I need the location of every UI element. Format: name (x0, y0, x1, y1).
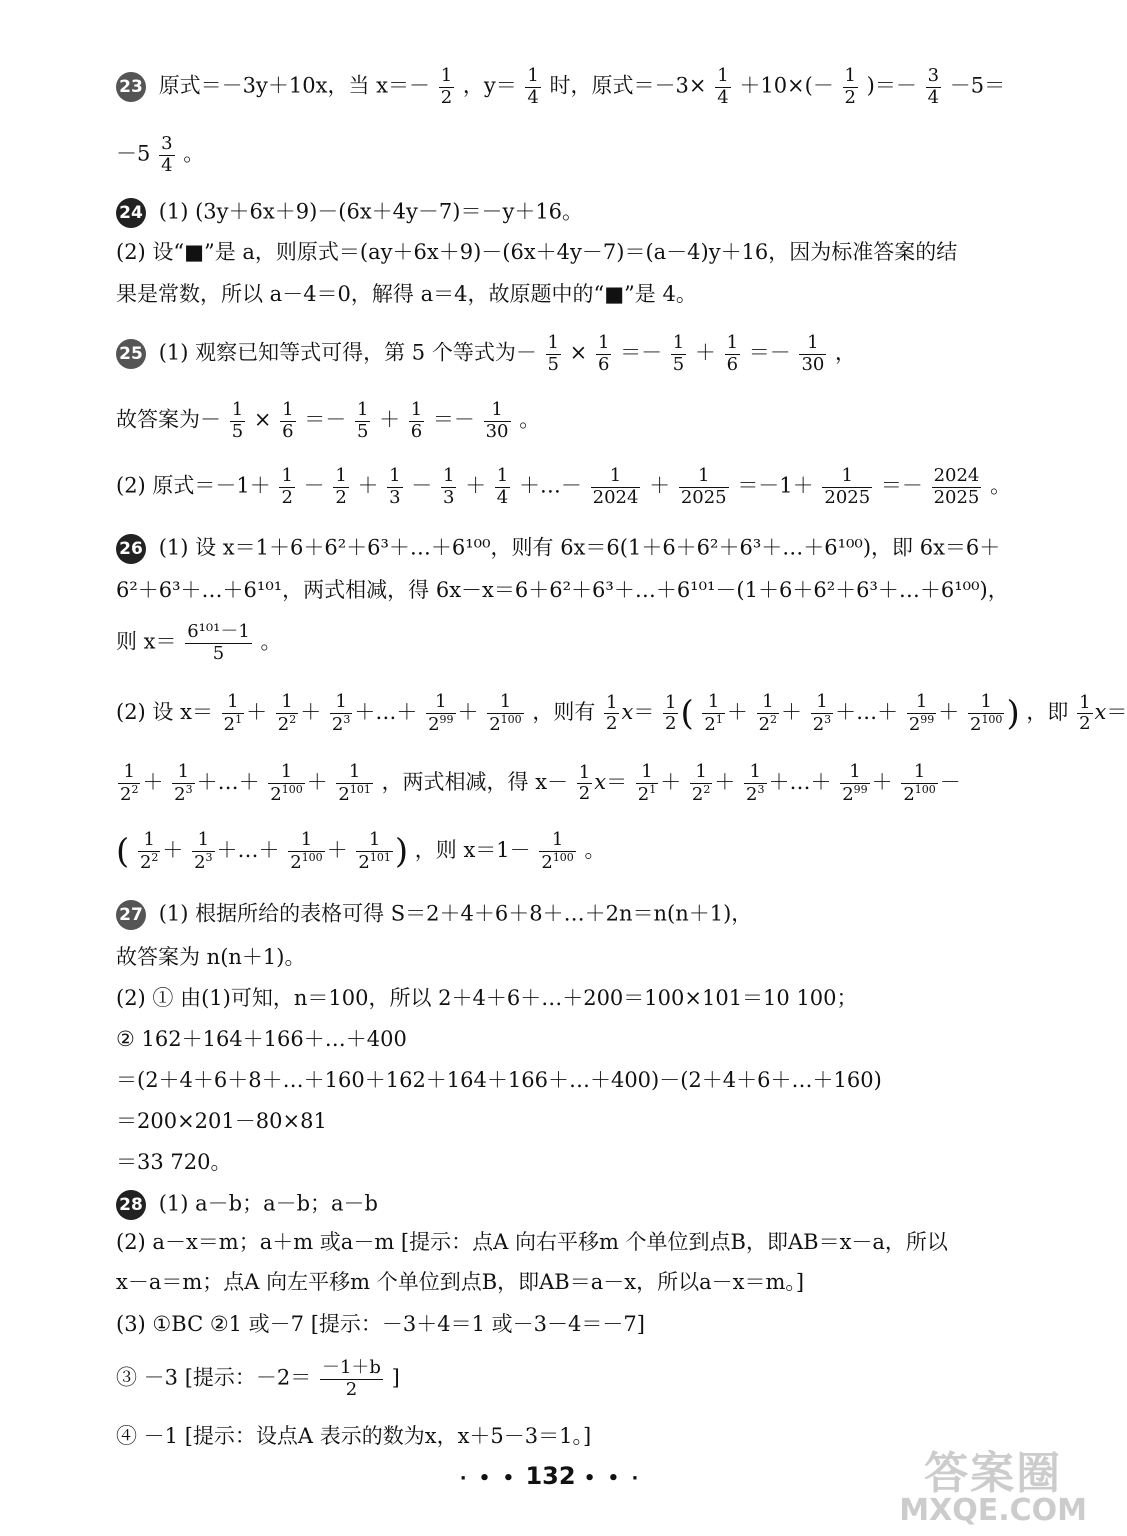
op: ＋ (379, 407, 401, 432)
op: ＋ (694, 340, 716, 365)
q28-line1 (116, 1190, 378, 1220)
frac-1-6: $\frac{1}{6}$ (410, 399, 423, 442)
op: ] (391, 1365, 400, 1390)
q26-text-4: (2) 设 x＝ (116, 700, 213, 725)
q26-line1 (116, 534, 1000, 564)
frac-1-2024: $\frac{1}{2024}$ (592, 465, 639, 508)
q23-line2 (116, 134, 204, 176)
footer-dots-left: · • • (459, 1468, 518, 1489)
op: ＋ (357, 473, 379, 498)
q27-badge: 27 (116, 900, 146, 930)
q26-text-3: 则 x＝ (116, 629, 177, 654)
footer-dots-right: • • · (583, 1468, 642, 1489)
q26-line5: $\frac{1}{2^2}$ ＋ $\frac{1}{2^3}$ ＋…＋ $\frac{1}{2^{100}}$ ＋ $\frac{1}{2^{101}}$ ，两式相减，得 x－ $\frac{1}{2}$ x＝ $\frac{1}{2^1}$ ＋ $\frac{1}{2^2}$ ＋ $\frac{1}{2^3}$ ＋…＋ $\frac{1}{2^{99}}$ ＋ $\frac{1}{2^{100}}$ － (120, 761, 961, 805)
frac-3-4c: $\frac{3}{4}$ (161, 133, 173, 176)
frac-1-6: $\frac{1}{6}$ (726, 332, 739, 375)
q23-line1 (116, 66, 1005, 108)
q28-line5 (116, 1358, 400, 1400)
q23-text-b: ，y＝ (462, 73, 517, 98)
q25-line3 (116, 466, 1011, 508)
q27-line7: ＝33 720。 (116, 1150, 232, 1174)
q26-line4: (2) 设 x＝ $\frac{1}{2^1}$ ＋ $\frac{1}{2^2}$ ＋ $\frac{1}{2^3}$ ＋…＋ $\frac{1}{2^{99}}$ ＋ $\frac{1}{2^{100}}$ ，则有 $\frac{1}{2}$ x＝ $\frac{1}{2}$ ( $\frac{1}{2^1}$ ＋ $\frac{1}{2^2}$ ＋ $\frac{1}{2^3}$ ＋…＋ $\frac{1}{2^{99}}$ ＋ $\frac{1}{2^{100}}$ ) ，即 $\frac{1}{2}$ x＝ (116, 691, 1127, 735)
op: 。 (260, 629, 282, 654)
q26-line2: 6²＋6³＋…＋6¹⁰¹，两式相减，得 6x－x＝6＋6²＋6³＋…＋6¹⁰¹－(1＋6＋6²＋6³＋…＋6¹⁰⁰)， (116, 578, 1009, 602)
frac-1-4b: $\frac{1}{4}$ (717, 65, 729, 108)
q23-cont-b: 。 (183, 141, 205, 166)
q26-text-1: (1) 设 x＝1＋6＋6²＋6³＋…＋6¹⁰⁰，则有 6x＝6(1＋6＋6²＋6³＋…＋6¹⁰⁰)，即 6x＝6＋ (158, 535, 1001, 560)
op: 。 (990, 473, 1012, 498)
frac-1-2025: $\frac{1}{2025}$ (680, 465, 727, 508)
frac-1-5: $\frac{1}{5}$ (356, 399, 369, 442)
page-number: 132 (525, 1462, 576, 1490)
q27-text-1: (1) 根据所给的表格可得 S＝2＋4＋6＋8＋…＋2n＝n(n＋1)， (158, 901, 753, 926)
q25-line1 (116, 333, 856, 375)
q24-line1 (116, 198, 583, 228)
frac-b-2: $\frac{-1+b}{2}$ (321, 1357, 381, 1400)
q27-line2: 故答案为 n(n＋1)。 (116, 945, 306, 969)
q25-text-2: 故答案为－ (116, 407, 221, 432)
frac-1-5: $\frac{1}{5}$ (672, 332, 685, 375)
op: ＝－ (880, 473, 923, 498)
q28-badge: 28 (116, 1190, 146, 1220)
q23-text-f: －5＝ (949, 73, 1006, 98)
op: ， (835, 340, 857, 365)
frac-6pow-5: $\frac{\text{6¹⁰¹－1}}{5}$ (187, 621, 250, 664)
q26-line6: ( $\frac{1}{2^2}$ ＋ $\frac{1}{2^3}$ ＋…＋ $\frac{1}{2^{100}}$ ＋ $\frac{1}{2^{101}}$ ) ，则 x＝1－ $\frac{1}{2^{100}}$ 。 (116, 829, 606, 873)
frac-2024-2025: $\frac{2024}{2025}$ (933, 465, 980, 508)
op: ＝－ (304, 407, 347, 432)
op: ＝－ (748, 340, 791, 365)
q25-text-3: (2) 原式＝－1＋ (116, 473, 271, 498)
q24-badge: 24 (116, 198, 146, 228)
q26-badge: 26 (116, 534, 146, 564)
op: － (303, 473, 325, 498)
frac-1-3: $\frac{1}{3}$ (389, 465, 401, 508)
q27-line4: ② 162＋164＋166＋…＋400 (116, 1027, 407, 1051)
op: ＝－ (432, 407, 475, 432)
op: 。 (584, 838, 606, 863)
op: ＋ (465, 473, 487, 498)
q25-badge: 25 (116, 339, 146, 369)
q27-line3: (2) ① 由(1)可知，n＝100，所以 2＋4＋6＋…＋200＝100×101＝10 100； (116, 986, 858, 1010)
q28-line4: (3) ①BC ②1 或－7 [提示：－3＋4＝1 或－3－4＝－7] (116, 1312, 645, 1336)
op: ＝－ (620, 340, 663, 365)
op: × (253, 407, 272, 432)
q23-text-d: ＋10×(－ (739, 73, 834, 98)
q28-line3: x－a＝m；点A 向左平移m 个单位到点B，即AB＝a－x，所以a－x＝m。] (116, 1270, 805, 1294)
watermark-cn: 答案圈 (924, 1448, 1063, 1499)
q24-text-1: (1) (3y＋6x＋9)－(6x＋4y－7)＝－y＋16。 (158, 199, 584, 224)
q28-line6: ④ －1 [提示：设点A 表示的数为x，x＋5－3＝1。] (116, 1424, 592, 1448)
frac-1-6: $\frac{1}{6}$ (282, 399, 294, 442)
frac-1-3: $\frac{1}{3}$ (442, 465, 455, 508)
q27-line5: ＝(2＋4＋6＋8＋…＋160＋162＋164＋166＋…＋400)－(2＋4＋6＋…＋160) (116, 1068, 882, 1092)
q23-text-a: 原式＝－3y＋10x，当 x＝－ (158, 73, 430, 98)
frac-1-5: $\frac{1}{5}$ (231, 399, 244, 442)
op: 。 (519, 407, 541, 432)
frac-1-2: $\frac{1}{2}$ (440, 65, 453, 108)
op: ＝－1＋ (737, 473, 814, 498)
frac-1-2: $\frac{1}{2}$ (281, 465, 293, 508)
frac-1-30: $\frac{1}{30}$ (801, 332, 825, 375)
q28-text-1: (1) a－b；a－b；a－b (158, 1191, 378, 1216)
op: × (569, 340, 588, 365)
q26-text-4c: ，即 (1026, 700, 1069, 725)
q26-text-4b: ，则有 (532, 700, 596, 725)
op: ＋…－ (518, 473, 582, 498)
q23-text-c: 时，原式＝－3× (549, 73, 707, 98)
frac-1-2025: $\frac{1}{2025}$ (824, 465, 871, 508)
frac-1-2b: $\frac{1}{2}$ (844, 65, 856, 108)
frac-1-5: $\frac{1}{5}$ (547, 332, 559, 375)
watermark-logo (899, 1448, 1087, 1528)
frac-1-2: $\frac{1}{2}$ (335, 465, 347, 508)
q27-line6: ＝200×201－80×81 (116, 1109, 327, 1133)
op: － (411, 473, 433, 498)
q26-text-5: ，两式相减，得 x－ (381, 770, 569, 795)
q23-badge: 23 (116, 72, 146, 102)
q28-line2: (2) a－x＝m；a＋m 或a－m [提示：点A 向右平移m 个单位到点B，即AB＝x－a，所以 (116, 1230, 948, 1254)
op: ＋ (649, 473, 671, 498)
q25-line2 (116, 400, 540, 442)
q27-line1 (116, 900, 752, 930)
q25-text-1: (1) 观察已知等式可得，第 5 个等式为－ (158, 340, 537, 365)
frac-1-30: $\frac{1}{30}$ (485, 399, 509, 442)
q26-line3 (116, 622, 281, 664)
q23-text-e: )＝－ (866, 73, 917, 98)
q24-line3: 果是常数，所以 a－4＝0，解得 a＝4，故原题中的“■”是 4。 (116, 282, 697, 306)
frac-1-6: $\frac{1}{6}$ (597, 332, 610, 375)
q23-cont-a: －5 (116, 141, 151, 166)
frac-3-4: $\frac{3}{4}$ (927, 65, 940, 108)
q28-text-5: ③ －3 [提示：－2＝ (116, 1365, 312, 1390)
q26-text-6: ，则 x＝1－ (414, 838, 531, 863)
frac-1-4: $\frac{1}{4}$ (527, 65, 539, 108)
frac-1-4: $\frac{1}{4}$ (496, 465, 509, 508)
watermark-en: MXQE.COM (899, 1493, 1087, 1528)
q24-line2: (2) 设“■”是 a，则原式＝(ay＋6x＋9)－(6x＋4y－7)＝(a－4)y＋16，因为标准答案的结 (116, 240, 958, 264)
